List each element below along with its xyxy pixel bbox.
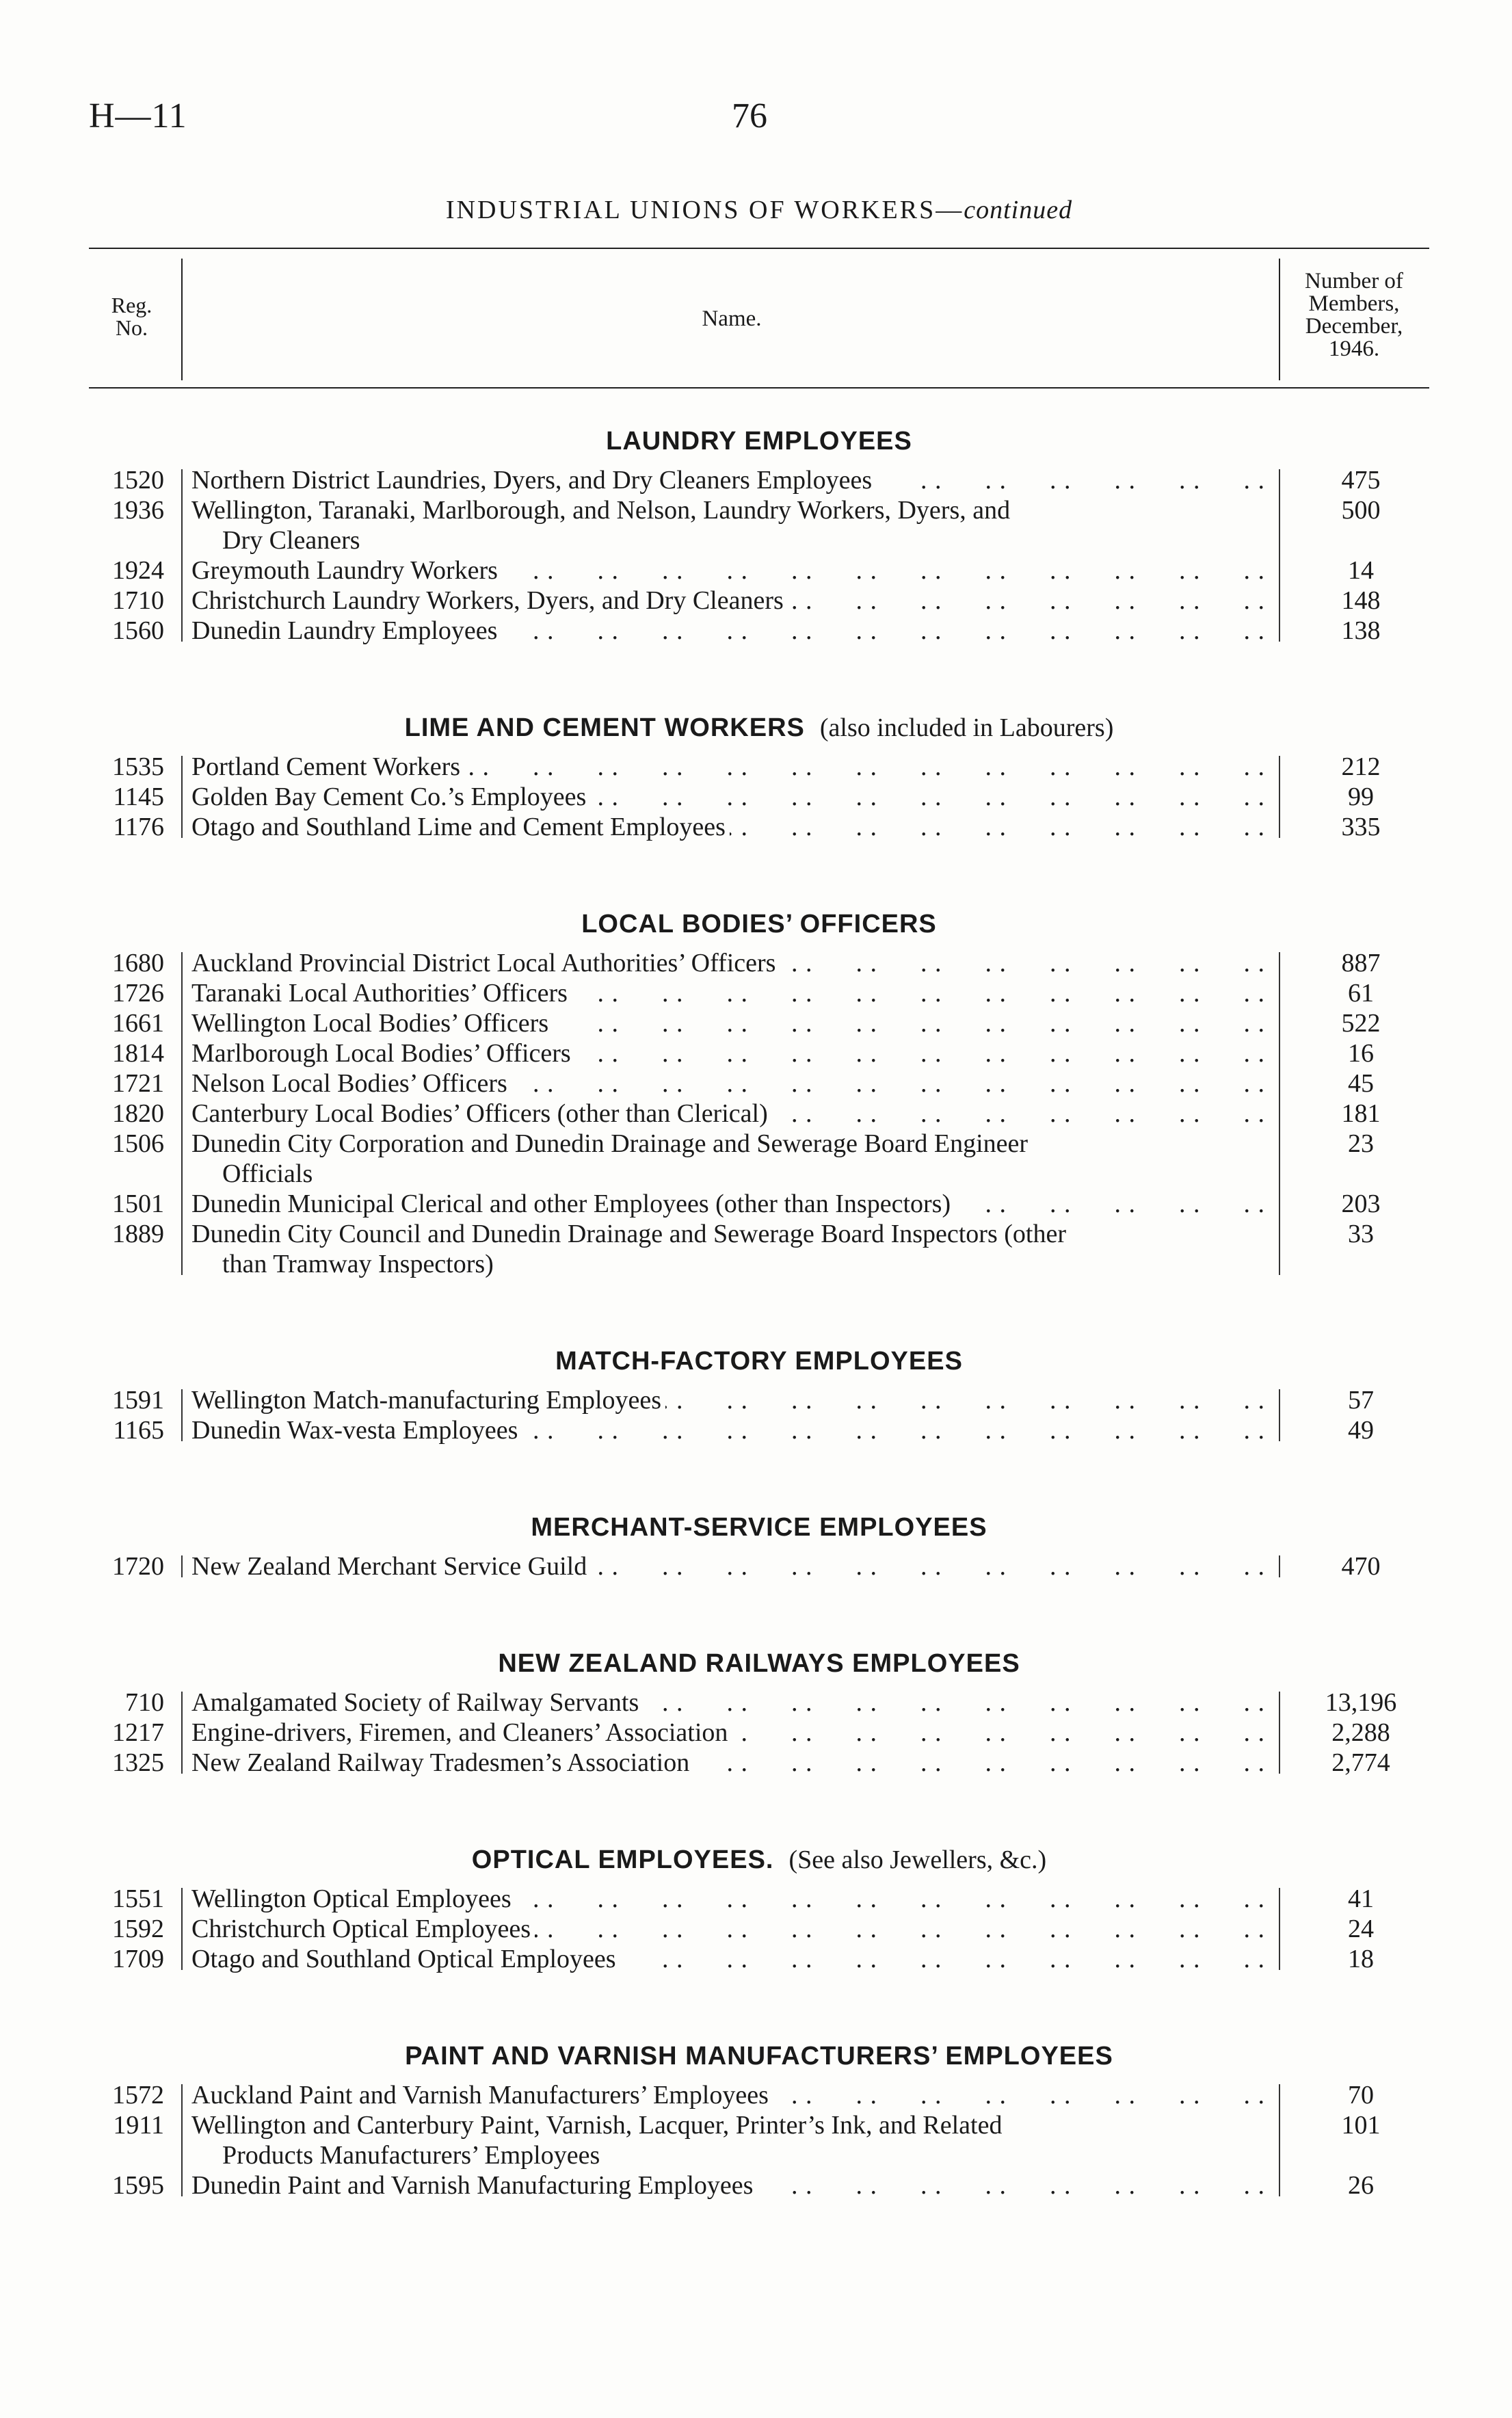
union-name	[191, 1129, 1265, 1189]
union-name-text: Otago and Southland Lime and Cement Employees	[191, 813, 730, 841]
table-row	[89, 2110, 1429, 2170]
table-row	[89, 1718, 1429, 1748]
subtitle-continued: continued	[964, 196, 1073, 224]
member-count: 45	[1348, 1069, 1374, 1098]
section-title	[89, 424, 1429, 465]
union-name	[191, 555, 1265, 586]
union-name-text: Wellington and Canterbury Paint, Varnish, Lacquer, Printer’s Ink, and Related	[191, 2111, 1006, 2140]
union-name	[191, 2170, 1265, 2200]
table-row	[89, 948, 1429, 978]
union-name-continuation: Products Manufacturers’ Employees	[222, 2141, 600, 2170]
reg-number: 1721	[112, 1069, 164, 1098]
member-count: 57	[1348, 1386, 1374, 1415]
reg-number: 710	[125, 1688, 164, 1717]
table-row	[89, 782, 1429, 812]
table-row	[89, 586, 1429, 616]
reg-number: 1551	[112, 1884, 164, 1913]
section-title	[89, 1344, 1429, 1385]
reg-number: 1217	[112, 1718, 164, 1747]
union-name-text: Christchurch Optical Employees	[191, 1915, 535, 1943]
union-name	[191, 1914, 1265, 1944]
table-row	[89, 1914, 1429, 1944]
member-count: 2,288	[1331, 1718, 1390, 1747]
member-count: 138	[1341, 616, 1381, 645]
union-name-text: Nelson Local Bodies’ Officers	[191, 1069, 512, 1098]
member-count: 61	[1348, 979, 1374, 1008]
table-row	[89, 616, 1429, 646]
union-name-text: Taranaki Local Authorities’ Officers	[191, 979, 572, 1008]
union-name-text: Christchurch Laundry Workers, Dyers, and Dry Cleaners	[191, 586, 788, 615]
member-count: 2,774	[1331, 1748, 1390, 1777]
column-header-name: Name.	[702, 306, 762, 331]
section-rows	[89, 1551, 1429, 1581]
reg-number: 1924	[112, 556, 164, 585]
member-count: 887	[1341, 949, 1381, 977]
reg-number: 1165	[113, 1416, 164, 1445]
reg-number: 1501	[112, 1190, 164, 1218]
union-name	[191, 1718, 1265, 1748]
reg-number: 1572	[112, 2081, 164, 2110]
union-name	[191, 616, 1265, 646]
reg-number: 1911	[113, 2111, 164, 2140]
section-rows	[89, 1385, 1429, 1445]
section	[89, 711, 1429, 842]
union-name	[191, 812, 1265, 842]
section-title	[89, 1843, 1429, 1884]
report-code: H—11	[89, 96, 187, 135]
union-name-text: Otago and Southland Optical Employees	[191, 1945, 620, 1973]
section-rows	[89, 752, 1429, 842]
column-divider-left	[181, 259, 183, 380]
reg-number: 1176	[113, 813, 164, 841]
reg-number: 1145	[113, 783, 164, 811]
union-name	[191, 465, 1265, 495]
section-rows	[89, 1687, 1429, 1778]
table-row	[89, 1219, 1429, 1279]
member-count: 16	[1348, 1039, 1374, 1068]
union-name	[191, 1415, 1265, 1445]
document-page	[89, 0, 1429, 2418]
union-name	[191, 1189, 1265, 1219]
section	[89, 1510, 1429, 1581]
union-name	[191, 1944, 1265, 1974]
union-name-text: Wellington, Taranaki, Marlborough, and Nelson, Laundry Workers, Dyers, and	[191, 496, 1014, 525]
section	[89, 1646, 1429, 1778]
reg-number: 1814	[112, 1039, 164, 1068]
section-title-text: PAINT AND VARNISH MANUFACTURERS’ EMPLOYEES	[405, 2042, 1113, 2071]
table-row	[89, 555, 1429, 586]
section-title-text: MERCHANT-SERVICE EMPLOYEES	[531, 1513, 987, 1542]
union-name-text: Dunedin City Corporation and Dunedin Drainage and Sewerage Board Engineer	[191, 1129, 1032, 1158]
member-count: 41	[1348, 1884, 1374, 1913]
member-count: 23	[1348, 1129, 1374, 1158]
reg-number: 1325	[112, 1748, 164, 1777]
union-name	[191, 495, 1265, 555]
union-name-text: New Zealand Merchant Service Guild	[191, 1552, 591, 1581]
section-title-text: OPTICAL EMPLOYEES.	[471, 1845, 774, 1874]
union-name-text: Dunedin Laundry Employees	[191, 616, 501, 645]
union-name-text: Auckland Provincial District Local Authorities’ Officers	[191, 949, 780, 977]
union-name-continuation: than Tramway Inspectors)	[222, 1250, 494, 1278]
union-name	[191, 1884, 1265, 1914]
union-name-continuation: Dry Cleaners	[222, 526, 360, 555]
member-count: 212	[1341, 752, 1381, 781]
union-name	[191, 1099, 1265, 1129]
table-row	[89, 2170, 1429, 2200]
section	[89, 1344, 1429, 1445]
member-count: 470	[1341, 1552, 1381, 1581]
reg-number: 1720	[112, 1552, 164, 1581]
reg-number: 1820	[112, 1099, 164, 1128]
table-row	[89, 752, 1429, 782]
union-name-text: Amalgamated Society of Railway Servants	[191, 1688, 643, 1717]
section-title-text: MATCH-FACTORY EMPLOYEES	[555, 1347, 963, 1376]
table-row	[89, 1944, 1429, 1974]
section-title	[89, 2039, 1429, 2080]
page-number: 76	[732, 96, 767, 135]
table-row	[89, 1008, 1429, 1038]
reg-number: 1680	[112, 949, 164, 977]
table-header-rule	[89, 387, 1429, 389]
member-count: 18	[1348, 1945, 1374, 1973]
reg-number: 1661	[112, 1009, 164, 1038]
section-title-text: LOCAL BODIES’ OFFICERS	[581, 910, 937, 938]
reg-number: 1936	[112, 496, 164, 525]
table-row	[89, 1038, 1429, 1068]
union-name-text: Wellington Optical Employees	[191, 1884, 516, 1913]
union-name-continuation: Officials	[222, 1159, 313, 1188]
union-name	[191, 2110, 1265, 2170]
member-count: 148	[1341, 586, 1381, 615]
union-name	[191, 1687, 1265, 1718]
member-count: 203	[1341, 1190, 1381, 1218]
member-count: 500	[1341, 496, 1381, 525]
member-count: 49	[1348, 1416, 1374, 1445]
table-row	[89, 1884, 1429, 1914]
table-top-rule	[89, 248, 1429, 249]
table-row	[89, 812, 1429, 842]
table-row	[89, 1189, 1429, 1219]
reg-number: 1591	[112, 1386, 164, 1415]
table-row	[89, 495, 1429, 555]
union-sections	[89, 424, 1429, 2265]
table-row	[89, 1551, 1429, 1581]
table-row	[89, 2080, 1429, 2110]
union-name-text: Greymouth Laundry Workers	[191, 556, 502, 585]
union-name	[191, 1008, 1265, 1038]
table-row	[89, 978, 1429, 1008]
union-name	[191, 1748, 1265, 1778]
union-name-text: Dunedin Municipal Clerical and other Employees (other than Inspectors)	[191, 1190, 955, 1218]
section-title-text: NEW ZEALAND RAILWAYS EMPLOYEES	[498, 1649, 1020, 1678]
section-rows	[89, 2080, 1429, 2200]
union-name	[191, 1551, 1265, 1581]
member-count: 475	[1341, 466, 1381, 495]
union-name	[191, 2080, 1265, 2110]
reg-number: 1535	[112, 752, 164, 781]
column-divider-right	[1279, 259, 1280, 380]
member-count: 24	[1348, 1915, 1374, 1943]
union-name-text: Northern District Laundries, Dyers, and Dry Cleaners Employees	[191, 466, 876, 495]
union-name-text: Auckland Paint and Varnish Manufacturers’ Employees	[191, 2081, 773, 2110]
section	[89, 2039, 1429, 2200]
union-name-text: Engine-drivers, Firemen, and Cleaners’ Association	[191, 1718, 732, 1747]
union-name-text: Dunedin Paint and Varnish Manufacturing Employees	[191, 2171, 757, 2200]
union-name	[191, 978, 1265, 1008]
reg-number: 1506	[112, 1129, 164, 1158]
union-name-text: Portland Cement Workers	[191, 752, 464, 781]
section-note: (also included in Labourers)	[819, 713, 1114, 742]
member-count: 13,196	[1325, 1688, 1397, 1717]
union-name-text: Dunedin City Council and Dunedin Drainage and Sewerage Board Inspectors (other	[191, 1220, 1070, 1248]
union-name-text: Wellington Match-manufacturing Employees	[191, 1386, 665, 1415]
table-row	[89, 1748, 1429, 1778]
union-name-text: Golden Bay Cement Co.’s Employees	[191, 783, 590, 811]
column-header-members: Number of Members, December, 1946.	[1305, 269, 1403, 361]
union-name	[191, 1038, 1265, 1068]
table-row	[89, 1385, 1429, 1415]
page-subtitle	[89, 195, 1429, 225]
table-row	[89, 1068, 1429, 1099]
section-note: (See also Jewellers, &c.)	[788, 1845, 1047, 1874]
section-rows	[89, 465, 1429, 646]
section-rows	[89, 1884, 1429, 1974]
section-title	[89, 1646, 1429, 1687]
union-name	[191, 1385, 1265, 1415]
table-row	[89, 1099, 1429, 1129]
reg-number: 1595	[112, 2171, 164, 2200]
member-count: 522	[1341, 1009, 1381, 1038]
member-count: 26	[1348, 2171, 1374, 2200]
reg-number: 1520	[112, 466, 164, 495]
section-title-text: LIME AND CEMENT WORKERS	[404, 713, 805, 742]
reg-number: 1560	[112, 616, 164, 645]
section-title-text: LAUNDRY EMPLOYEES	[606, 427, 912, 456]
union-name	[191, 948, 1265, 978]
union-name	[191, 752, 1265, 782]
section-title	[89, 711, 1429, 752]
union-name	[191, 1068, 1265, 1099]
column-header-reg: Reg. No.	[111, 293, 152, 340]
section	[89, 424, 1429, 646]
table-row	[89, 465, 1429, 495]
page-header	[89, 96, 1429, 150]
member-count: 101	[1341, 2111, 1381, 2140]
union-name-text: Dunedin Wax-vesta Employees	[191, 1416, 522, 1445]
member-count: 33	[1348, 1220, 1374, 1248]
union-name-text: Wellington Local Bodies’ Officers	[191, 1009, 553, 1038]
table-row	[89, 1129, 1429, 1189]
reg-number: 1710	[112, 586, 164, 615]
section	[89, 1843, 1429, 1974]
table-row	[89, 1687, 1429, 1718]
reg-number: 1709	[112, 1945, 164, 1973]
section-rows	[89, 948, 1429, 1279]
union-name-text: Canterbury Local Bodies’ Officers (other than Clerical)	[191, 1099, 772, 1128]
reg-number: 1889	[112, 1220, 164, 1248]
union-name	[191, 782, 1265, 812]
union-name	[191, 586, 1265, 616]
member-count: 335	[1341, 813, 1381, 841]
member-count: 14	[1348, 556, 1374, 585]
union-name-text: Marlborough Local Bodies’ Officers	[191, 1039, 575, 1068]
reg-number: 1592	[112, 1915, 164, 1943]
section	[89, 907, 1429, 1279]
subtitle-main: INDUSTRIAL UNIONS OF WORKERS—	[445, 196, 964, 224]
union-name	[191, 1219, 1265, 1279]
union-name-text: New Zealand Railway Tradesmen’s Association	[191, 1748, 693, 1777]
table-row	[89, 1415, 1429, 1445]
member-count: 99	[1348, 783, 1374, 811]
member-count: 181	[1341, 1099, 1381, 1128]
member-count: 70	[1348, 2081, 1374, 2110]
reg-number: 1726	[112, 979, 164, 1008]
section-title	[89, 907, 1429, 948]
section-title	[89, 1510, 1429, 1551]
